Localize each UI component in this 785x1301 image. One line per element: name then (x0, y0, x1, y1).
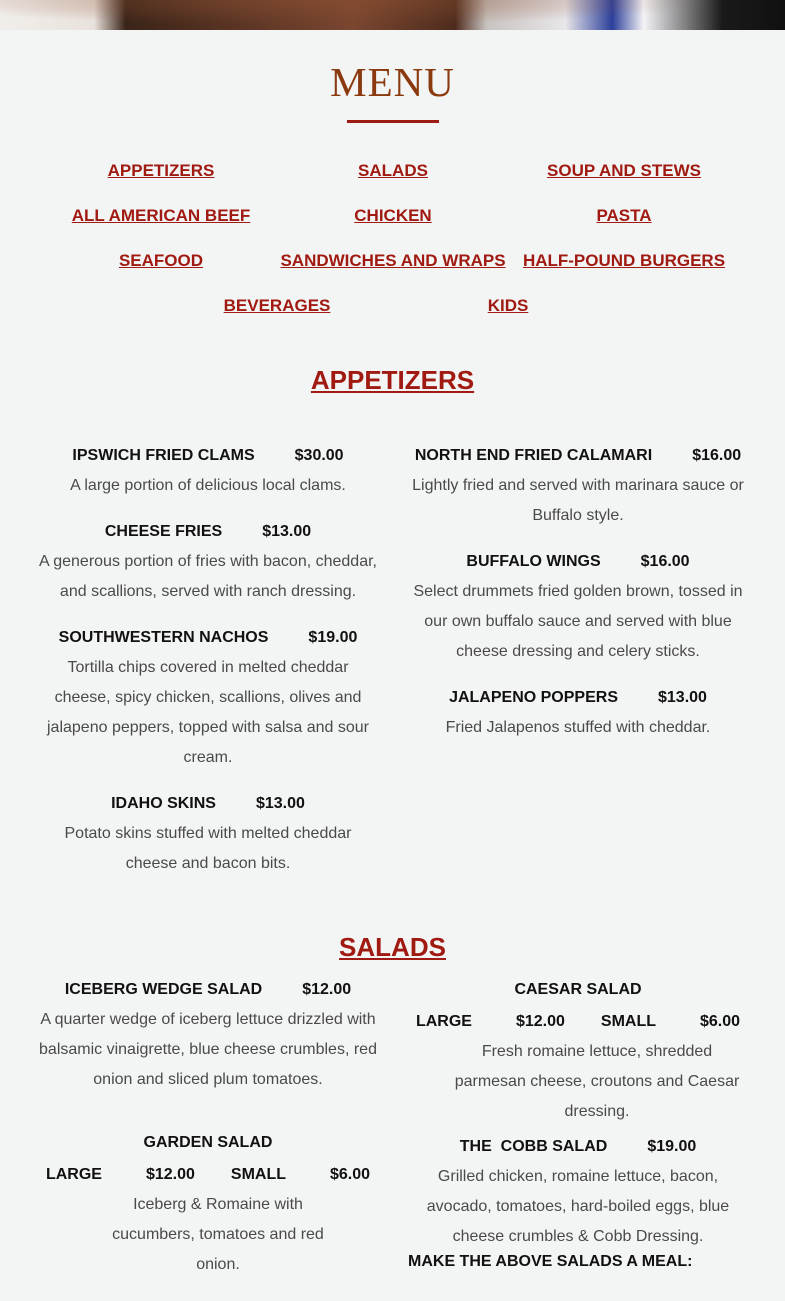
item-description: A generous portion of fries with bacon, cheddar, and scallions, served with ranch dressing. (39, 553, 377, 600)
nav-link-sandwiches-and-wraps[interactable]: SANDWICHES AND WRAPS (280, 251, 506, 270)
title-underline (347, 120, 439, 123)
large-price: $12.00 (515, 1013, 565, 1030)
size-price-row (408, 1012, 748, 1032)
item-description: Tortilla chips covered in melted cheddar cheese, spicy chicken, scallions, olives and jalapeno peppers, topped with salsa and sour cream. (47, 659, 369, 766)
item-name: IDAHO SKINS (111, 795, 216, 812)
appetizers-left-column (38, 446, 378, 900)
item-name: IPSWICH FRIED CLAMS (72, 447, 255, 464)
menu-item (408, 1137, 748, 1252)
large-label: LARGE (415, 1013, 472, 1030)
item-description: Fried Jalapenos stuffed with cheddar. (445, 719, 711, 736)
menu-item (38, 522, 378, 607)
salads-heading: SALADS (339, 932, 446, 962)
item-price: $16.00 (640, 553, 690, 570)
item-description: A large portion of delicious local clams. (70, 477, 346, 494)
item-price: $19.00 (647, 1138, 697, 1155)
nav-link-seafood[interactable]: SEAFOOD (118, 251, 204, 270)
nav-link-pasta[interactable]: PASTA (596, 206, 652, 225)
nav-link-salads[interactable]: SALADS (358, 161, 428, 180)
appetizers-heading: APPETIZERS (310, 365, 475, 395)
item-price: $13.00 (658, 689, 707, 706)
menu-item (408, 446, 748, 531)
item-name: NORTH END FRIED CALAMARI (414, 447, 653, 464)
item-name: CHEESE FRIES (104, 523, 223, 540)
salads-left-column (38, 980, 378, 1301)
menu-item (38, 446, 378, 501)
item-name: THE COBB SALAD (459, 1138, 608, 1155)
salads-right-column (408, 980, 748, 1273)
item-description: Lightly fried and served with marinara sauce or Buffalo style. (412, 477, 744, 524)
item-price: $13.00 (262, 523, 312, 540)
large-label: LARGE (45, 1166, 102, 1183)
item-description: Fresh romaine lettuce, shredded parmesan cheese, croutons and Caesar dressing. (454, 1043, 740, 1120)
small-price: $6.00 (700, 1013, 741, 1030)
menu-item (38, 628, 378, 773)
appetizers-right-column (408, 446, 748, 764)
item-price: $16.00 (692, 447, 742, 464)
item-price: $19.00 (308, 629, 358, 646)
nav-link-chicken[interactable]: CHICKEN (354, 206, 432, 225)
small-label: SMALL (230, 1166, 286, 1183)
item-name: CAESAR SALAD (514, 981, 642, 998)
nav-link-half-pound-burgers[interactable]: HALF-POUND BURGERS (522, 251, 726, 270)
item-description: Iceberg & Romaine with cucumbers, tomatoes and red onion. (112, 1196, 324, 1273)
item-price: $12.00 (302, 981, 352, 998)
page-title: MENU (330, 59, 455, 105)
small-price: $6.00 (330, 1166, 371, 1183)
item-description: Grilled chicken, romaine lettuce, bacon, avocado, tomatoes, hard-boiled eggs, blue cheese crumbles & Cobb Dressing. (426, 1168, 730, 1245)
item-name: ICEBERG WEDGE SALAD (64, 981, 263, 998)
menu-item (408, 552, 748, 667)
menu-item (408, 980, 748, 1127)
item-name: SOUTHWESTERN NACHOS (58, 629, 269, 646)
nav-link-all-american-beef[interactable]: ALL AMERICAN BEEF (71, 206, 251, 225)
item-price: $30.00 (294, 447, 344, 464)
item-description: Select drummets fried golden brown, tossed in our own buffalo sauce and served with blue cheese dressing and celery sticks. (413, 583, 743, 660)
item-description: A quarter wedge of iceberg lettuce drizzled with balsamic vinaigrette, blue cheese crumbles, red onion and sliced plum tomatoes. (39, 1011, 377, 1088)
menu-item (38, 1133, 378, 1280)
item-description: Potato skins stuffed with melted cheddar cheese and bacon bits. (64, 825, 352, 872)
item-name: BUFFALO WINGS (466, 553, 601, 570)
large-price: $12.00 (145, 1166, 195, 1183)
small-label: SMALL (600, 1013, 656, 1030)
item-name: JALAPENO POPPERS (449, 689, 618, 706)
nav-link-appetizers[interactable]: APPETIZERS (107, 161, 215, 180)
size-price-row (38, 1165, 378, 1185)
hero-food-image (0, 0, 785, 30)
nav-link-soup-and-stews[interactable]: SOUP AND STEWS (547, 161, 701, 180)
menu-item (38, 794, 378, 879)
item-name: GARDEN SALAD (143, 1134, 273, 1151)
menu-item (38, 980, 378, 1095)
nav-link-kids[interactable]: KIDS (487, 296, 529, 315)
nav-link-beverages[interactable]: BEVERAGES (223, 296, 331, 315)
item-price: $13.00 (255, 795, 305, 812)
meal-note: MAKE THE ABOVE SALADS A MEAL: (408, 1253, 693, 1270)
menu-item (408, 688, 748, 743)
